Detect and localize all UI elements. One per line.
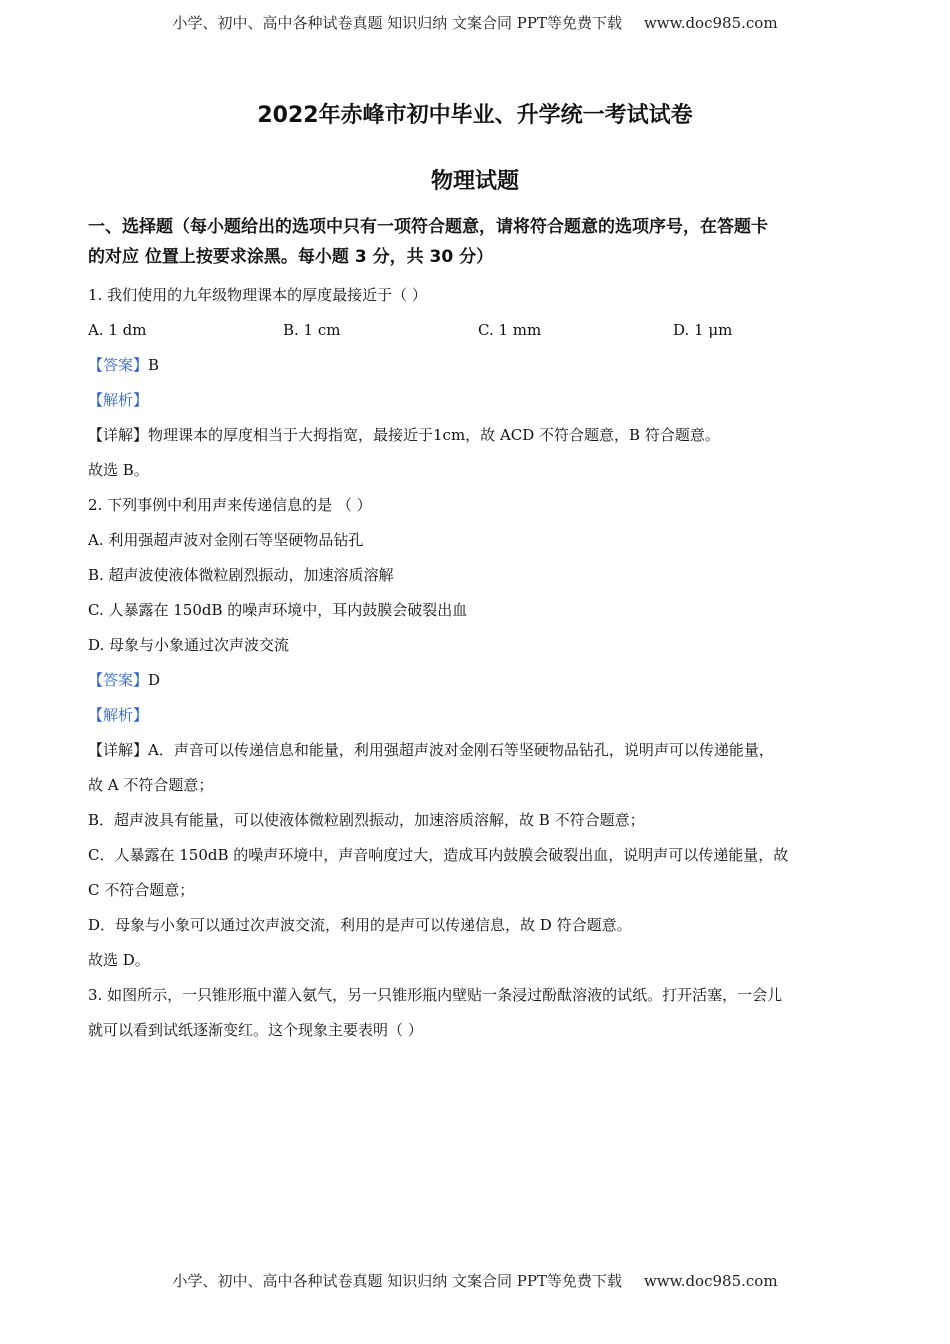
q2-detail-d: D．母象与小象可以通过次声波交流，利用的是声可以传递信息，故 D 符合题意。 bbox=[88, 916, 632, 934]
q2-detail-c-cont: C 不符合题意； bbox=[88, 881, 195, 899]
q2-option-a: A. 利用强超声波对金刚石等坚硬物品钻孔 bbox=[88, 531, 364, 549]
q2-option-c: C. 人暴露在 150dB 的噪声环境中，耳内鼓膜会破裂出血 bbox=[88, 601, 468, 619]
q1-answer bbox=[88, 348, 868, 383]
q1-conclusion: 故选 B。 bbox=[88, 461, 149, 479]
q2-detail-a-text: A．声音可以传递信息和能量，利用强超声波对金刚石等坚硬物品钻孔，说明声可以传递能量， bbox=[148, 741, 774, 759]
footer-site-link[interactable]: www.doc985.com bbox=[643, 1272, 778, 1290]
q3-stem-line2: 就可以看到试纸逐渐变红。这个现象主要表明（ ） bbox=[88, 1021, 423, 1039]
header-site-link[interactable]: www.doc985.com bbox=[643, 14, 778, 32]
q1-options bbox=[88, 313, 868, 348]
q1-option-b: B. 1 cm bbox=[283, 321, 341, 339]
exam-content bbox=[88, 212, 868, 1048]
q2-option-d: D. 母象与小象通过次声波交流 bbox=[88, 636, 290, 654]
q2-stem: 2. 下列事例中利用声来传递信息的是 （ ） bbox=[88, 496, 372, 514]
q2-analysis-label: 【解析】 bbox=[88, 706, 149, 724]
q2-answer-label: 【答案】 bbox=[88, 671, 149, 689]
q1-answer-value: B bbox=[148, 356, 160, 374]
page-header bbox=[0, 12, 950, 33]
q2-conclusion: 故选 D。 bbox=[88, 951, 150, 969]
q2-option-b: B. 超声波使液体微粒剧烈振动，加速溶质溶解 bbox=[88, 566, 394, 584]
q1-detail-label: 【详解】 bbox=[88, 426, 149, 444]
q1-detail-text: 物理课本的厚度相当于大拇指宽，最接近于1cm，故 ACD 不符合题意，B 符合题意。 bbox=[148, 426, 720, 444]
q2-detail-c: C．人暴露在 150dB 的噪声环境中，声音响度过大，造成耳内鼓膜会破裂出血，说明声可以传递能量，故 bbox=[88, 846, 789, 864]
q2-detail-b: B．超声波具有能量，可以使液体微粒剧烈振动，加速溶质溶解，故 B 不符合题意； bbox=[88, 811, 645, 829]
q3-stem-line1: 3. 如图所示，一只锥形瓶中灌入氨气，另一只锥形瓶内壁贴一条浸过酚酞溶液的试纸。打开活塞，一会儿 bbox=[88, 986, 783, 1004]
q1-analysis-label: 【解析】 bbox=[88, 391, 149, 409]
q2-detail-label: 【详解】 bbox=[88, 741, 149, 759]
q1-answer-label: 【答案】 bbox=[88, 356, 149, 374]
q2-detail-a-cont: 故 A 不符合题意； bbox=[88, 776, 214, 794]
q1-stem: 1. 我们使用的九年级物理课本的厚度最接近于（ ） bbox=[88, 286, 427, 304]
section-heading-line1: 一、选择题（每小题给出的选项中只有一项符合题意，请将符合题意的选项序号，在答题卡 bbox=[88, 217, 768, 237]
exam-subtitle: 物理试题 bbox=[430, 169, 519, 194]
q1-option-a: A. 1 dm bbox=[88, 321, 147, 339]
header-text: 小学、初中、高中各种试卷真题 知识归纳 文案合同 PPT等免费下载 bbox=[172, 14, 622, 32]
q1-option-c: C. 1 mm bbox=[478, 321, 542, 339]
q2-answer-value: D bbox=[148, 671, 161, 689]
exam-title: 2022年赤峰市初中毕业、升学统一考试试卷 bbox=[257, 103, 693, 128]
q2-answer bbox=[88, 663, 868, 698]
q1-option-d: D. 1 μm bbox=[673, 321, 733, 339]
q2-detail-a bbox=[88, 733, 868, 768]
page-footer bbox=[0, 1270, 950, 1291]
footer-text: 小学、初中、高中各种试卷真题 知识归纳 文案合同 PPT等免费下载 bbox=[172, 1272, 622, 1290]
section-heading-line2: 的对应 位置上按要求涂黑。每小题 3 分，共 30 分） bbox=[88, 247, 494, 267]
section-heading bbox=[88, 212, 868, 272]
q1-detail bbox=[88, 418, 868, 453]
